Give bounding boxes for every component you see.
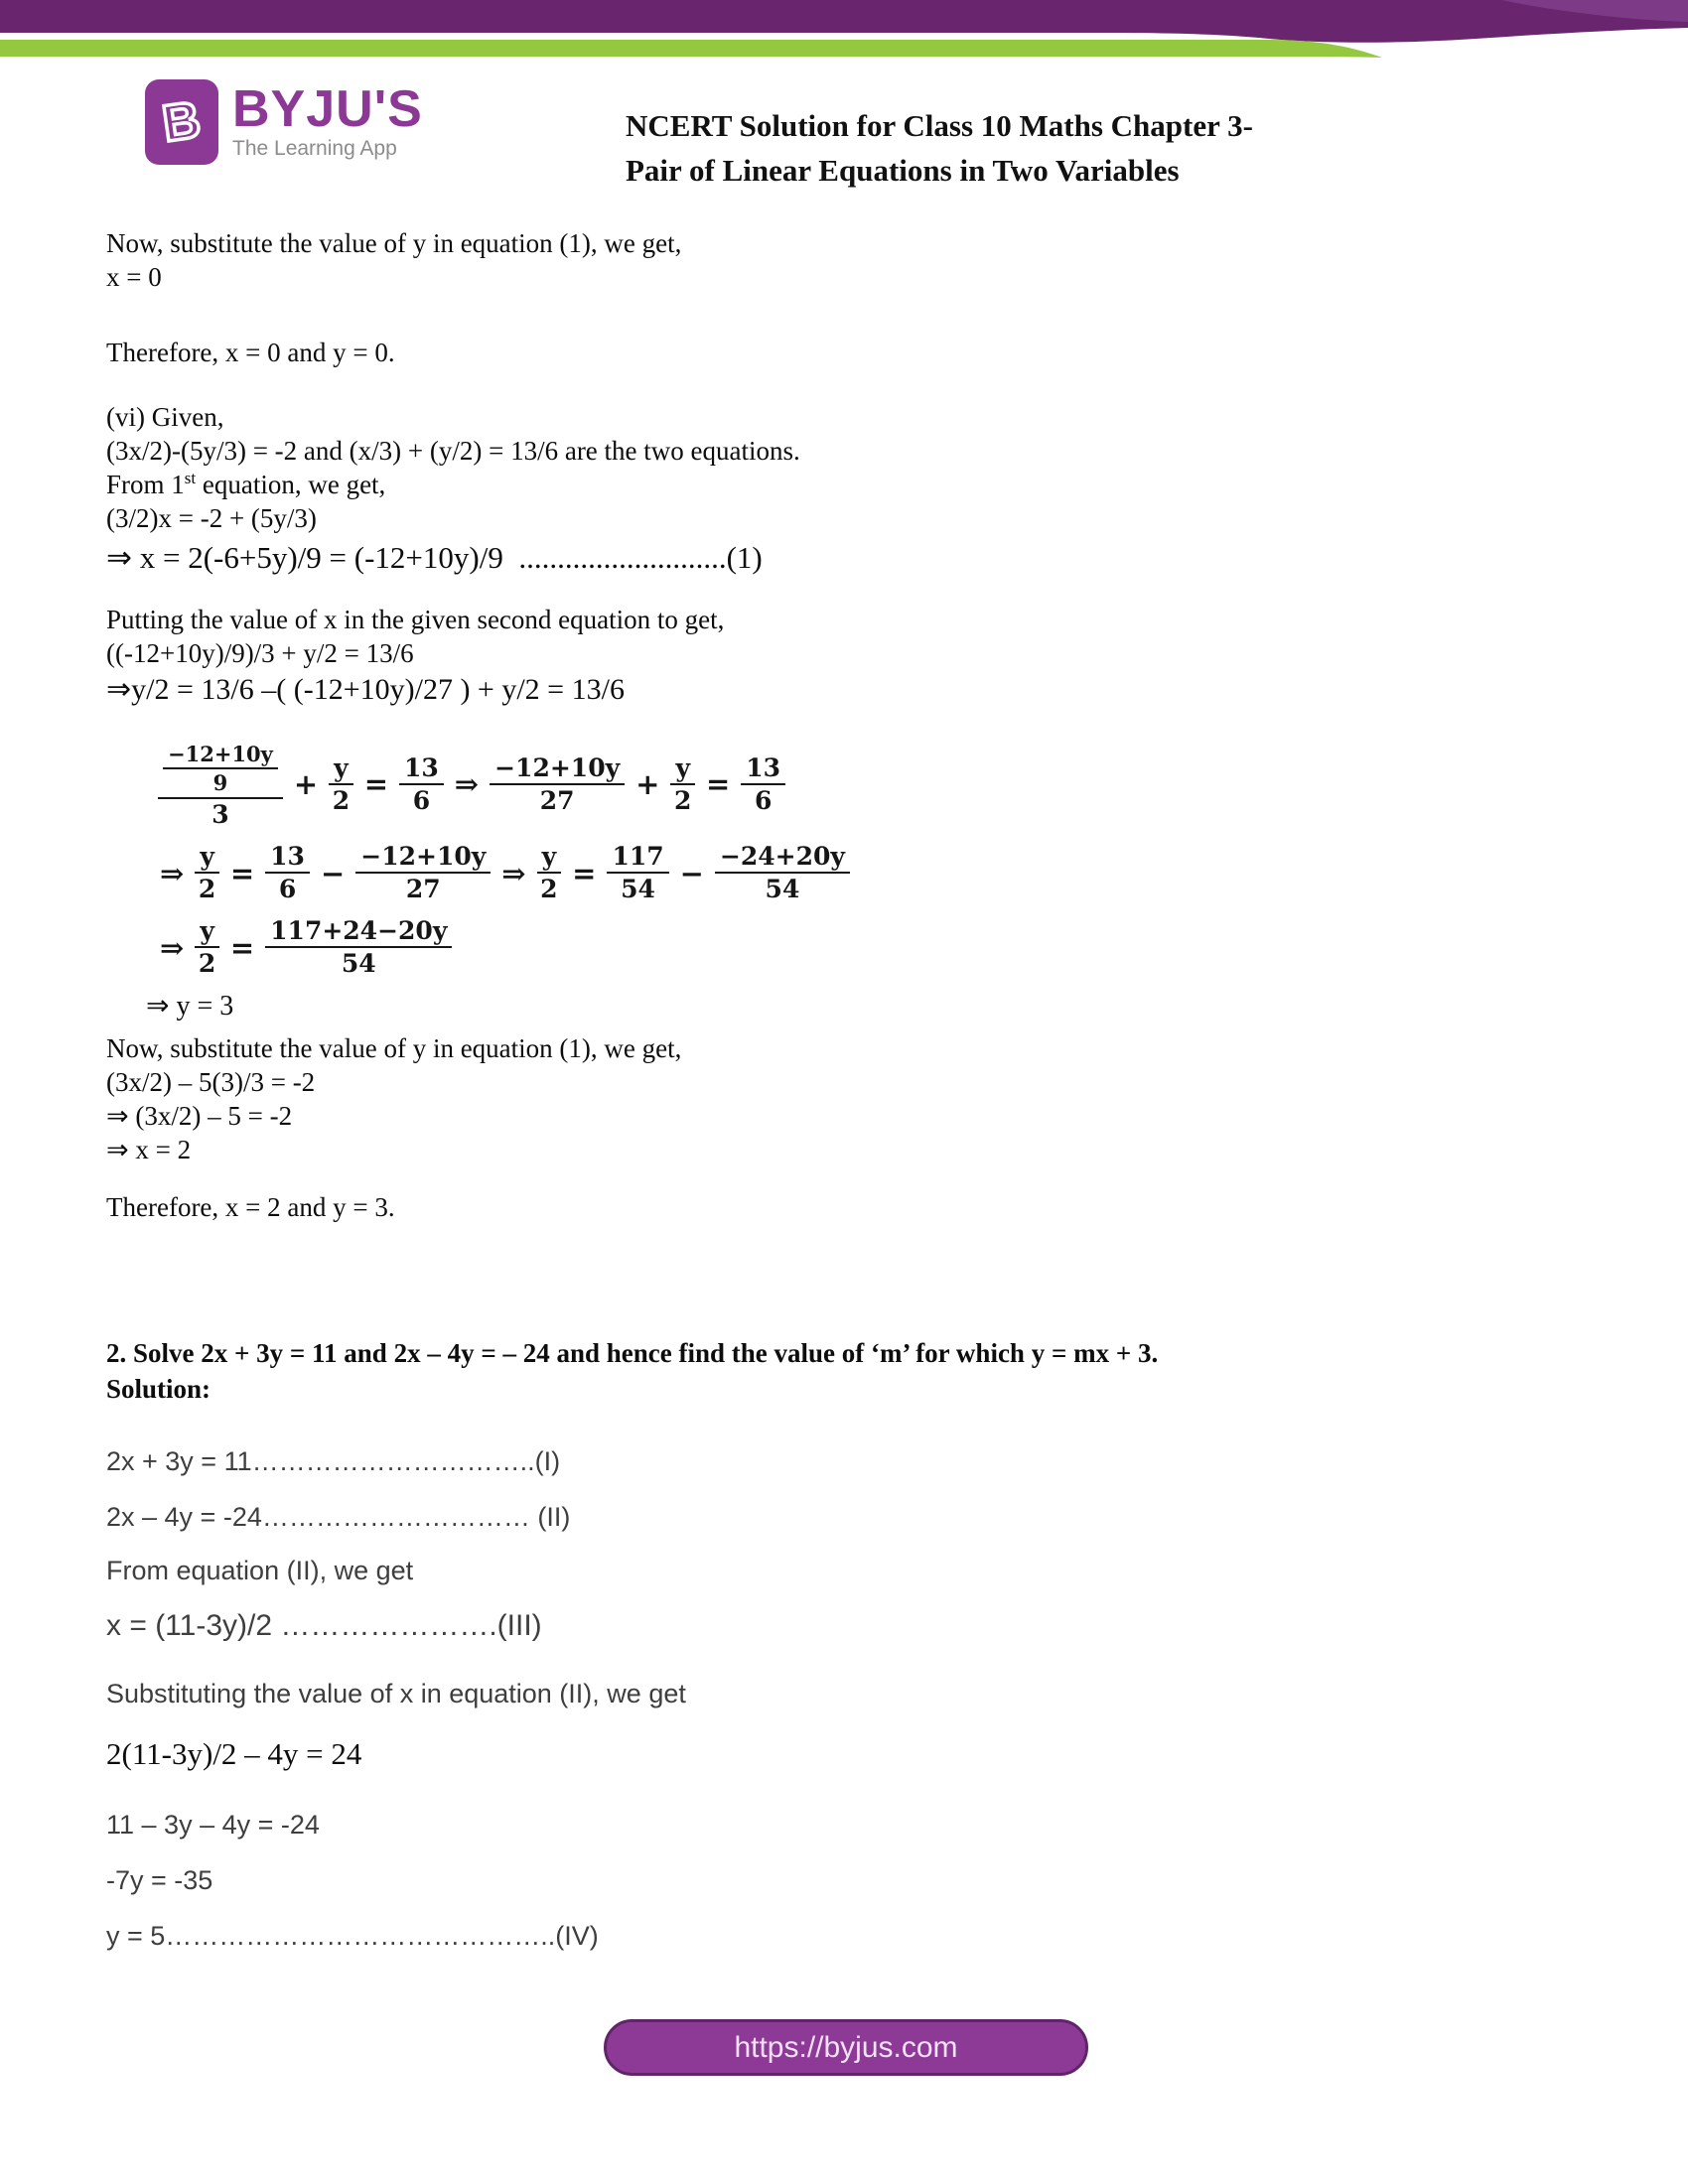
equation-line: 2(11-3y)/2 – 4y = 24 (106, 1736, 362, 1772)
math-fraction-block (158, 740, 1596, 978)
solution-label: Solution: (106, 1374, 211, 1405)
math-operator: ⇒ (501, 856, 526, 890)
text-line: Substituting the value of x in equation (II), we get (106, 1679, 686, 1709)
math-fraction: $\frac{y}{2}$ (670, 754, 695, 815)
math-fraction: $\frac{-12+10y}{27}$ (490, 754, 625, 815)
math-fraction: $\frac{117+24-20y}{54}$ (265, 917, 452, 978)
equation-line-I: 2x + 3y = 11…………………………..(I) (106, 1446, 561, 1477)
text-line: Therefore, x = 0 and y = 0. (106, 338, 395, 367)
math-operator: ⇒ (160, 930, 185, 965)
equation-line: ((-12+10y)/9)/3 + y/2 = 13/6 (106, 638, 414, 668)
math-fraction: $\frac{-24+20y}{54}$ (715, 843, 850, 903)
math-fraction: $\frac{13}{6}$ (741, 754, 785, 815)
math-operator: = (363, 767, 388, 802)
math-fraction: $\frac{y}{2}$ (195, 917, 219, 978)
equation-line: x = 0 (106, 262, 162, 292)
math-fraction: $\frac{y}{2}$ (537, 843, 562, 903)
header-wave-purple (0, 0, 1688, 43)
math-operator: ⇒ (160, 856, 185, 890)
page-title (626, 103, 1340, 193)
math-operator: = (705, 767, 731, 802)
math-fraction: $\frac{117}{54}$ (607, 843, 668, 903)
math-line-1 (158, 740, 1596, 829)
math-operator: ⇒ (454, 767, 480, 802)
math-fraction: $\frac{-12+10y}{27}$ (355, 843, 491, 903)
math-operator: = (229, 856, 255, 890)
text-line: From equation (II), we get (106, 1556, 414, 1586)
math-line-3 (158, 917, 1596, 978)
byjus-url-text: https://byjus.com (734, 2030, 958, 2064)
equation-line: ⇒ x = 2 (106, 1135, 192, 1165)
byjus-logo-icon (145, 79, 218, 165)
page-title-line2: Pair of Linear Equations in Two Variables (626, 153, 1180, 188)
byjus-tagline: The Learning App (232, 137, 397, 160)
equation-line: (3x/2)-(5y/3) = -2 and (x/3) + (y/2) = 13/6 are the two equations. (106, 436, 800, 466)
equation-line: ⇒ y = 3 (146, 991, 234, 1023)
math-fraction: $\frac{y}{2}$ (329, 754, 353, 815)
math-operator: − (679, 856, 704, 890)
byjus-logo (145, 79, 423, 165)
header-wave-green (0, 40, 1382, 58)
math-operator: = (572, 856, 597, 890)
text-line: Now, substitute the value of y in equation (1), we get, (106, 228, 682, 258)
math-fraction: $\frac{\frac{-12+10y}{9}}{3}$ (158, 740, 283, 829)
math-operator: − (320, 856, 346, 890)
equation-line: ⇒y/2 = 13/6 –( (-12+10y)/27 ) + y/2 = 13/6 (106, 673, 625, 706)
text-line: Therefore, x = 2 and y = 3. (106, 1192, 395, 1223)
text-line: Putting the value of x in the given second equation to get, (106, 605, 725, 634)
math-line-2 (158, 843, 1596, 903)
text-line: From 1st equation, we get, (106, 469, 386, 499)
byjus-brand-name: BYJU'S (232, 80, 423, 138)
document-body (106, 226, 1596, 1953)
math-fraction: $\frac{y}{2}$ (195, 843, 219, 903)
text-line: Now, substitute the value of y in equation (1), we get, (106, 1033, 682, 1064)
equation-line-III: x = (11-3y)/2 ………………….(III) (106, 1609, 542, 1643)
math-fraction: $\frac{13}{6}$ (399, 754, 444, 815)
equation-line-II: 2x – 4y = -24………………………… (II) (106, 1502, 571, 1533)
text-line: (vi) Given, (106, 402, 224, 432)
byjus-url-button[interactable] (604, 2019, 1088, 2076)
math-operator: = (229, 930, 255, 965)
page-title-line1: NCERT Solution for Class 10 Maths Chapter 3- (626, 108, 1253, 143)
equation-line-1: ⇒ x = 2(-6+5y)/9 = (-12+10y)/9 ...........................(1) (106, 540, 763, 575)
math-operator: + (635, 767, 660, 802)
equation-line: ⇒ (3x/2) – 5 = -2 (106, 1101, 293, 1132)
byjus-b-glyph: B (159, 90, 205, 154)
question-2-text: 2. Solve 2x + 3y = 11 and 2x – 4y = – 24 and hence find the value of ‘m’ for which y = mx + 3. (106, 1338, 1159, 1369)
superscript: st (184, 469, 197, 487)
equation-line: -7y = -35 (106, 1865, 213, 1896)
math-operator: + (293, 767, 319, 802)
equation-line-IV: y = 5……………………………………..(IV) (106, 1921, 599, 1952)
math-fraction: $\frac{-12+10y}{9}$ (163, 743, 278, 794)
header-wave (0, 0, 1688, 89)
math-fraction: $\frac{13}{6}$ (265, 843, 310, 903)
byjus-logo-text (232, 80, 423, 161)
equation-line: (3x/2) – 5(3)/3 = -2 (106, 1067, 316, 1098)
equation-line: (3/2)x = -2 + (5y/3) (106, 503, 317, 533)
equation-line: 11 – 3y – 4y = -24 (106, 1810, 320, 1841)
